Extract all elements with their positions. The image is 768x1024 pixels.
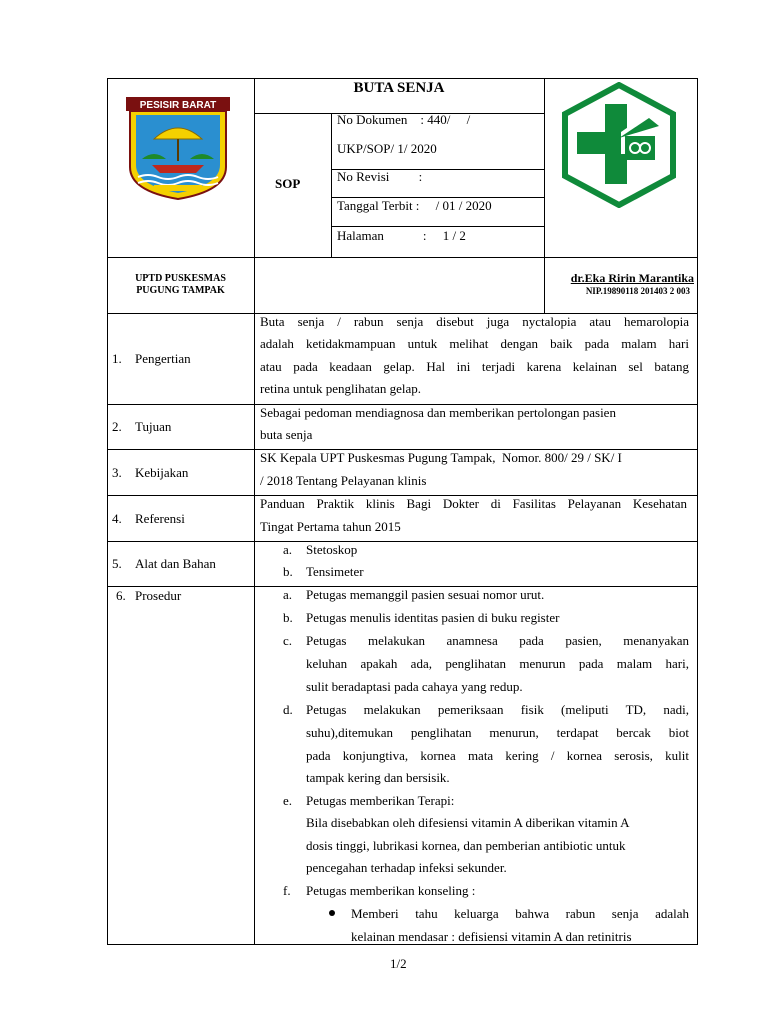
section-label: Referensi: [135, 511, 185, 526]
section-text-line: adalah ketidakmampuan untuk melihat dengan baik pada malam hari: [260, 336, 689, 351]
list-marker: d.: [283, 702, 293, 717]
list-item-text: sulit beradaptasi pada cahaya yang redup.: [306, 679, 523, 694]
page-number: 1/2: [390, 956, 407, 971]
section-number: 1.: [112, 351, 122, 366]
document-title: BUTA SENJA: [353, 80, 445, 96]
doc-number-row-cont: UKP/SOP/ 1/ 2020: [337, 141, 437, 156]
list-item-text: Stetoskop: [306, 542, 358, 557]
issue-date-row: Tanggal Terbit : / 01 / 2020: [337, 198, 492, 213]
section-text-line: / 2018 Tentang Pelayanan klinis: [260, 473, 427, 488]
list-marker: b.: [283, 564, 293, 579]
section-text-line: SK Kepala UPT Puskesmas Pugung Tampak, Nomor. 800/ 29 / SK/ I: [260, 450, 622, 465]
section-number: 3.: [112, 465, 122, 480]
organization-name: [107, 273, 254, 297]
list-item-text: Petugas memberikan konseling :: [306, 883, 476, 898]
list-item-text: pencegahan terhadap infeksi sekunder.: [306, 860, 507, 875]
list-item-text: tampak kering dan bersisik.: [306, 770, 450, 785]
revision-row: No Revisi :: [337, 169, 423, 184]
section-text-line: Panduan Praktik klinis Bagi Dokter di Fasilitas Pelayanan Kesehatan: [260, 496, 687, 511]
list-marker: e.: [283, 793, 293, 808]
bullet-text: kelainan mendasar : defisiensi vitamin A dan retinitris: [351, 929, 632, 944]
section-label: Tujuan: [135, 419, 172, 434]
section-label: Kebijakan: [135, 465, 189, 480]
list-item-text: Petugas menulis identitas pasien di buku register: [306, 610, 560, 625]
list-marker: f.: [283, 883, 291, 898]
logo-caption: PESISIR BARAT: [139, 100, 217, 111]
list-marker: c.: [283, 633, 293, 648]
regency-logo: [124, 95, 232, 201]
list-marker: b.: [283, 610, 293, 625]
section-text-line: Buta senja / rabun senja disebut juga nyctalopia atau hemarolopia: [260, 314, 689, 329]
signer-name: dr.Eka Ririn Marantika: [570, 271, 694, 285]
list-item-text: Petugas memberikan Terapi:: [306, 793, 455, 808]
signer-nip: NIP.19890118 201403 2 003: [585, 286, 690, 296]
list-item-text: Petugas melakukan pemeriksaan fisik (meliputi TD, nadi,: [306, 702, 689, 717]
section-number: 5.: [112, 556, 122, 571]
bullet-dot-icon: [329, 910, 335, 916]
doc-number-row: No Dokumen : 440/ /: [337, 112, 471, 127]
list-marker: a.: [283, 542, 293, 557]
section-number: 4.: [112, 511, 122, 526]
list-item-text: keluhan apakah ada, penglihatan menurun pada malam hari,: [306, 656, 689, 671]
list-item-text: Bila disebabkan oleh difesiensi vitamin A diberikan vitamin A: [306, 815, 630, 830]
section-text-line: atau pada keadaan gelap. Hal ini terjadi karena kelainan sel batang: [260, 359, 689, 374]
section-number: 6.: [116, 588, 126, 603]
list-item-text: Petugas melakukan anamnesa pada pasien, menanyakan: [306, 633, 689, 648]
list-item-text: pada konjungtiva, kornea mata kering / kornea serosis, kulit: [306, 748, 689, 763]
organization-line-2: PUGUNG TAMPAK: [136, 285, 225, 296]
section-text-line: Tingat Pertama tahun 2015: [260, 519, 401, 534]
list-item-text: Petugas memanggil pasien sesuai nomor urut.: [306, 587, 545, 602]
section-label: Prosedur: [135, 588, 182, 603]
organization-line-1: UPTD PUSKESMAS: [135, 273, 226, 284]
list-marker: a.: [283, 587, 293, 602]
section-label: Alat dan Bahan: [135, 556, 216, 571]
bullet-text: Memberi tahu keluarga bahwa rabun senja adalah: [351, 906, 689, 921]
section-text-line: buta senja: [260, 427, 313, 442]
list-item-text: dosis tinggi, lubrikasi kornea, dan pemberian antibiotic untuk: [306, 838, 626, 853]
section-text-line: retina untuk penglihatan gelap.: [260, 381, 422, 396]
list-item-text: Tensimeter: [306, 564, 364, 579]
section-text-line: Sebagai pedoman mendiagnosa dan memberikan pertolongan pasien: [260, 405, 616, 420]
section-number: 2.: [112, 419, 122, 434]
puskesmas-logo: [559, 82, 679, 208]
sop-label: SOP: [275, 176, 301, 191]
list-item-text: suhu),ditemukan penglihatan menurun, terdapat bercak biot: [306, 725, 689, 740]
page-row: Halaman : 1 / 2: [337, 228, 466, 243]
section-label: Pengertian: [135, 351, 191, 366]
